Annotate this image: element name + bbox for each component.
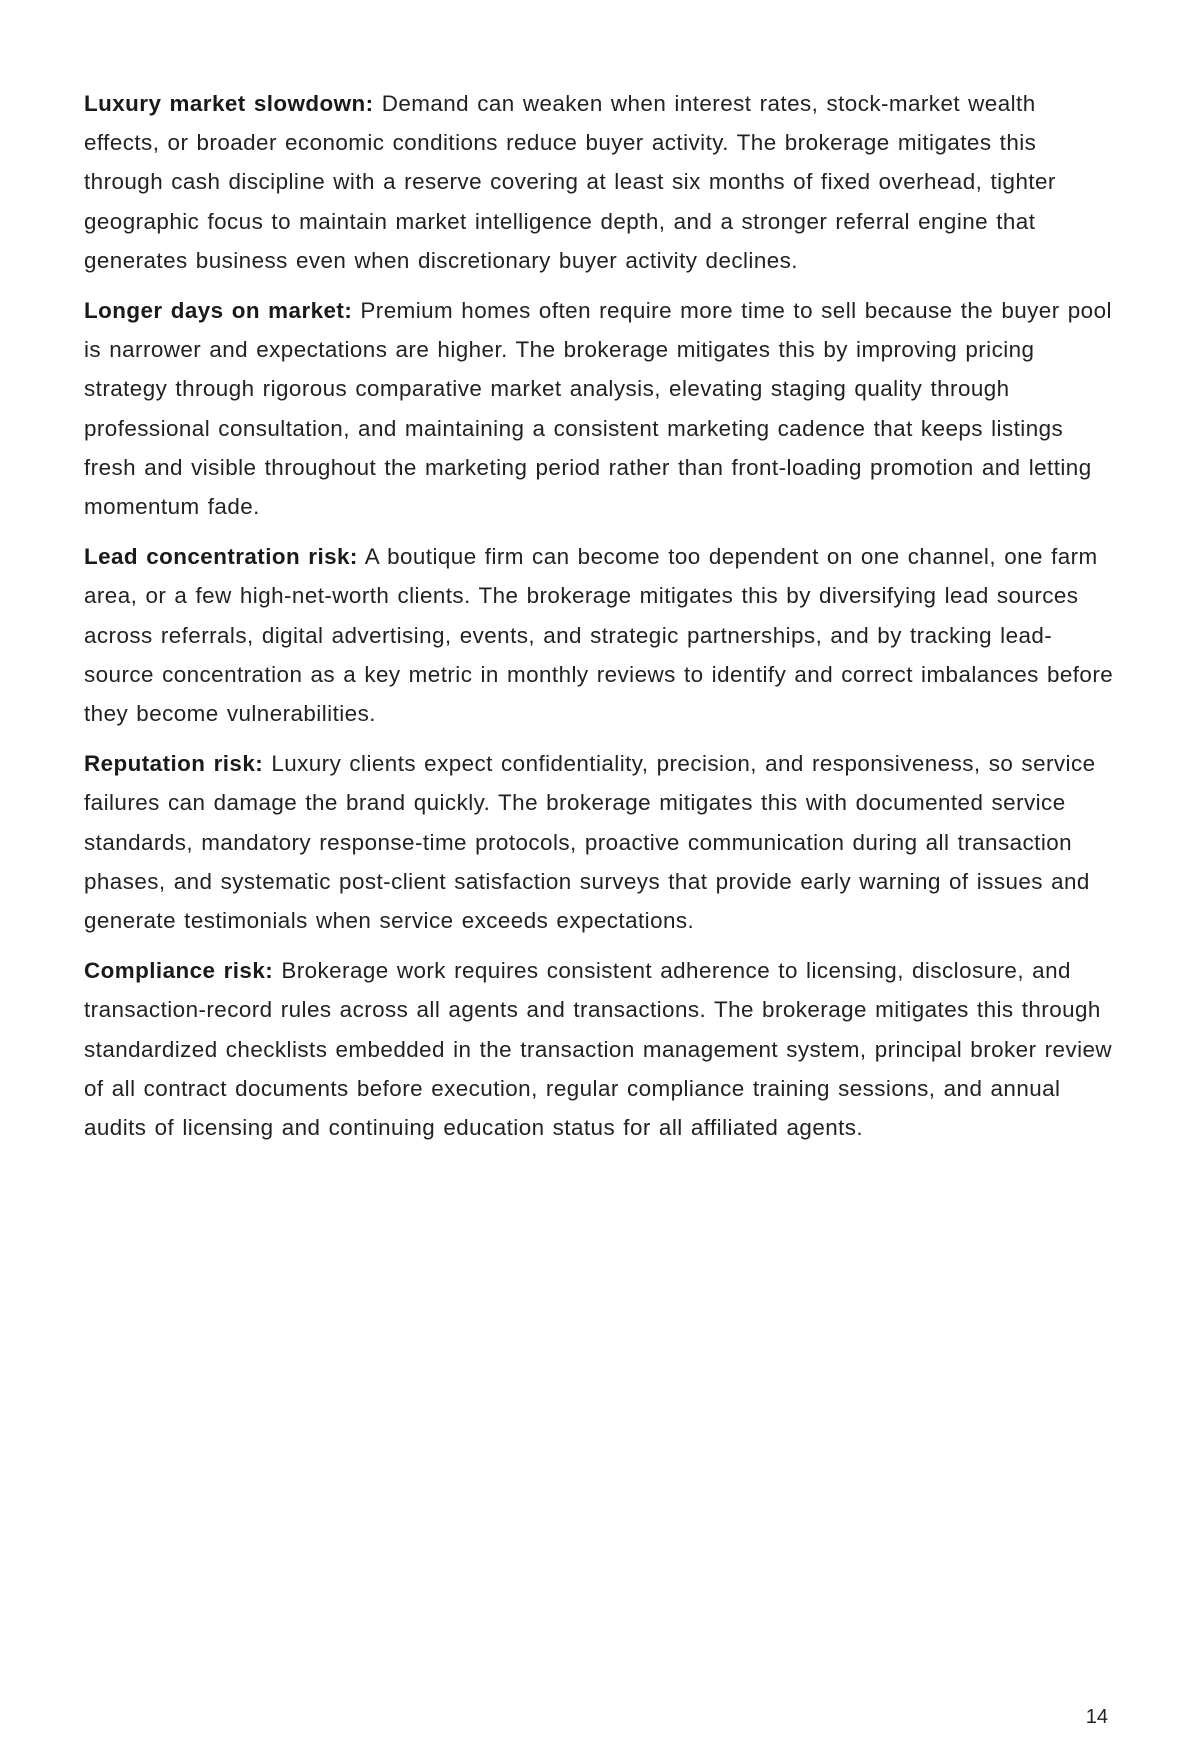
risk-title: Compliance risk:: [84, 958, 274, 984]
risk-title: Lead concentration risk:: [84, 544, 358, 570]
risk-paragraph-lead-concentration: [84, 537, 1114, 733]
risk-paragraph-compliance: [84, 951, 1114, 1147]
document-body: [84, 84, 1114, 1158]
page-number: 14: [1085, 1706, 1108, 1728]
risk-title: Reputation risk:: [84, 751, 264, 777]
risk-body: Luxury clients expect confidentiality, precision, and responsiveness, so service failures can damage the brand quickly. The brokerage mitigates this with documented service standards, mandatory response-time protocols, proactive communication during all transaction phases, and systematic post-client satisfaction surveys that provide early warning of issues and generate testimonials when service exceeds expectations.: [84, 751, 1096, 934]
risk-title: Longer days on market:: [84, 298, 353, 324]
risk-title: Luxury market slowdown:: [84, 91, 374, 116]
risk-body: Brokerage work requires consistent adherence to licensing, disclosure, and transaction-record rules across all agents and transactions. The brokerage mitigates this through standardized checklists embedded in the transaction management system, principal broker review of all contract documents before execution, regular compliance training sessions, and annual audits of licensing and continuing education status for all affiliated agents.: [84, 958, 1113, 1141]
risk-body: Premium homes often require more time to sell because the buyer pool is narrower and expectations are higher. The brokerage mitigates this by improving pricing strategy through rigorous comparative market analysis, elevating staging quality through professional consultation, and maintaining a consistent marketing cadence that keeps listings fresh and visible throughout the marketing period rather than front-loading promotion and letting momentum fade.: [84, 298, 1112, 520]
risk-paragraph-longer-days-on-market: [84, 291, 1114, 526]
risk-paragraph-reputation: [84, 744, 1114, 940]
risk-body: Demand can weaken when interest rates, stock-market wealth effects, or broader economic conditions reduce buyer activity. The brokerage mitigates this through cash discipline with a reserve covering at least six months of fixed overhead, tighter geographic focus to maintain market intelligence depth, and a stronger referral engine that generates business even when discretionary buyer activity declines.: [84, 91, 1056, 273]
risk-paragraph-luxury-market-slowdown: [84, 84, 1114, 280]
risk-body: A boutique firm can become too dependent on one channel, one farm area, or a few high-net-worth clients. The brokerage mitigates this by diversifying lead sources across referrals, digital advertising, events, and strategic partnerships, and by tracking lead-source concentration as a key metric in monthly reviews to identify and correct imbalances before they become vulnerabilities.: [84, 544, 1114, 727]
